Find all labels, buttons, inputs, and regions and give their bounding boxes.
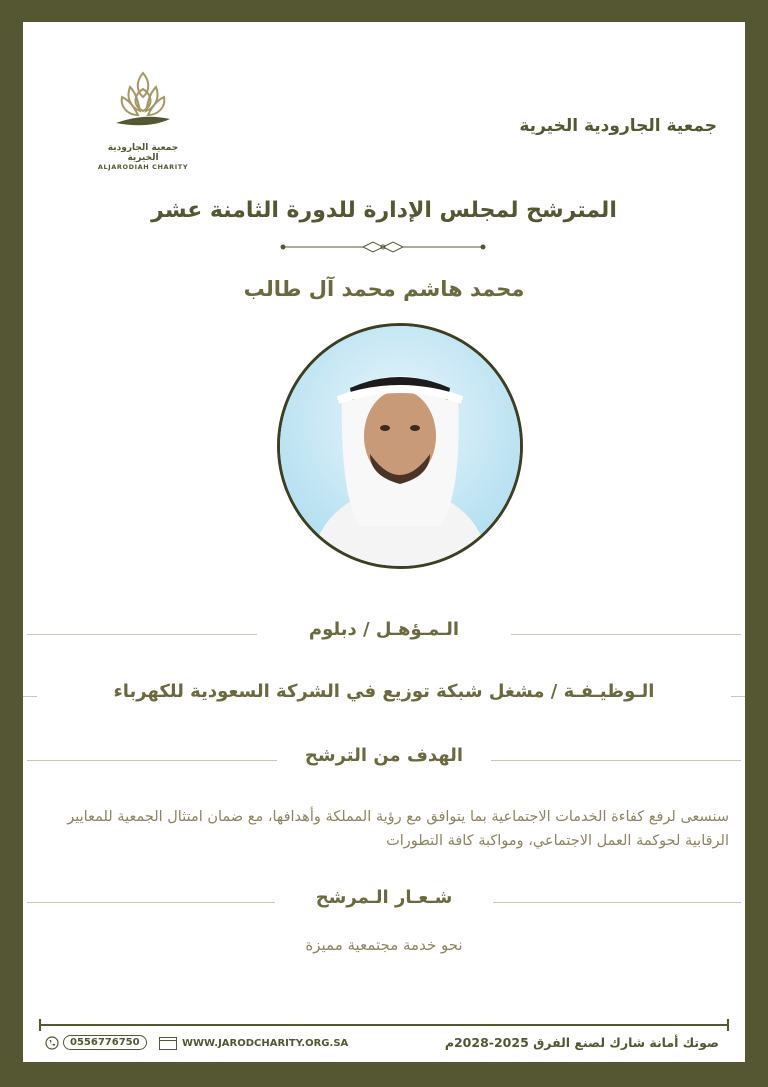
footer-phone (45, 1035, 147, 1050)
footer-divider (39, 1024, 729, 1026)
slogan-heading-row (23, 887, 745, 917)
website-link[interactable]: WWW.JARODCHARITY.ORG.SA (182, 1038, 349, 1049)
phone-number[interactable]: 0556776750 (63, 1035, 147, 1050)
footer-website (159, 1037, 348, 1050)
slogan-text: نحو خدمة مجتمعية مميزة (305, 936, 463, 954)
job-row (23, 681, 745, 711)
web-browser-icon (159, 1037, 177, 1050)
slogan-heading: شـعـار الـمرشح (304, 887, 465, 908)
footer (39, 1035, 729, 1055)
wheat-logo-icon (108, 67, 178, 137)
qualification-row (23, 619, 745, 649)
logo-english-text: ALJARODIAH CHARITY (97, 163, 189, 171)
candidate-name: محمد هاشم محمد آل طالب (243, 277, 525, 301)
charity-logo (93, 67, 193, 171)
goal-heading: الهدف من الترشح (293, 745, 475, 766)
candidate-poster (23, 22, 745, 1062)
job-text: الـوظيـفـة / مشغل شبكة توزيع في الشركة السعودية للكهرباء (102, 681, 667, 702)
logo-arabic-text: جمعية الجارودية الخيرية (107, 143, 179, 163)
phone-icon (45, 1036, 59, 1050)
footer-slogan: صوتك أمانة شارك لصنع الفرق 2025-2028م (444, 1035, 719, 1050)
organization-name: جمعية الجارودية الخيرية (519, 116, 717, 136)
page-title: المترشح لمجلس الإدارة للدورة الثامنة عشر (151, 198, 617, 223)
candidate-photo (277, 323, 523, 569)
goal-text: سنسعى لرفع كفاءة الخدمات الاجتماعية بما يتوافق مع رؤية المملكة وأهدافها، مع ضمان امتثال الجمعية للمعايير الرقابية لحوكمة العمل الاجتماعي، ومواكبة كافة التطورات (67, 809, 729, 849)
ornament-divider-icon (278, 239, 488, 255)
goal-heading-row (23, 745, 745, 775)
qualification-text: الـمـؤهـل / دبلوم (297, 619, 471, 640)
